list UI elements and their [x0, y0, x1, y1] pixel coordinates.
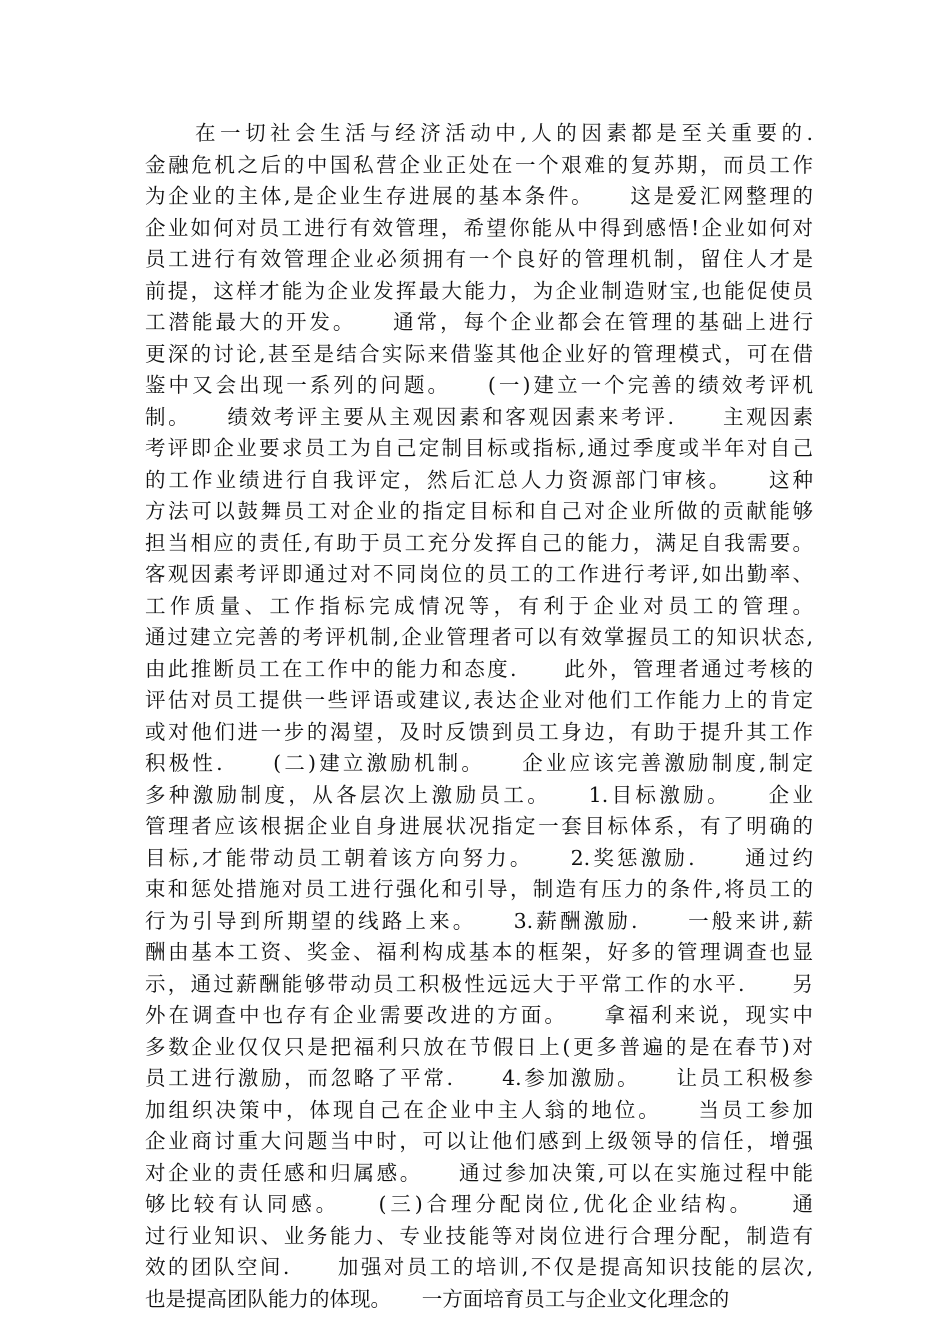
- text-line-30: 多数企业仅仅只是把福利只放在节假日上(更多普遍的是在春节)对: [145, 1034, 813, 1059]
- text-line-28: 示，通过薪酬能够带动员工积极性远远大于平常工作的水平. 另: [145, 971, 813, 996]
- text-line-21: 积极性. (二)建立激励机制。 企业应该完善激励制度,制定: [145, 751, 813, 775]
- text-line-14: 担当相应的责任,有助于员工充分发挥自己的能力，满足自我需要。: [145, 530, 813, 555]
- text-line-16: 工作质量、工作指标完成情况等，有利于企业对员工的管理。: [145, 593, 813, 618]
- text-line-9: 鉴中又会出现一系列的问题。 (一)建立一个完善的绩效考评机: [145, 373, 813, 397]
- text-line-17: 通过建立完善的考评机制,企业管理者可以有效掌握员工的知识状态,: [145, 625, 813, 649]
- text-line-27: 酬由基本工资、奖金、福利构成基本的框架，好多的管理调查也显: [145, 940, 813, 964]
- text-line-11: 考评即企业要求员工为自己定制目标或指标,通过季度或半年对自己: [145, 436, 813, 460]
- text-line-31: 员工进行激励，而忽略了平常. 4.参加激励。 让员工积极参: [145, 1066, 813, 1090]
- text-line-3: 为企业的主体,是企业生存进展的基本条件。 这是爱汇网整理的: [145, 184, 813, 208]
- text-line-36: 过行业知识、业务能力、专业技能等对岗位进行合理分配，制造有: [145, 1223, 813, 1248]
- text-line-2: 金融危机之后的中国私营企业正处在一个艰难的复苏期，而员工作: [145, 152, 813, 177]
- text-line-22: 多种激励制度，从各层次上激励员工。 1.目标激励。 企业: [145, 782, 813, 807]
- text-line-7: 工潜能最大的开发。 通常，每个企业都会在管理的基础上进行: [145, 310, 813, 334]
- text-line-4: 企业如何对员工进行有效管理，希望你能从中得到感悟!企业如何对: [145, 215, 813, 240]
- text-line-23: 管理者应该根据企业自身进展状况指定一套目标体系，有了明确的: [145, 814, 813, 838]
- text-line-18: 由此推断员工在工作中的能力和态度. 此外，管理者通过考核的: [145, 656, 813, 681]
- text-line-24: 目标,才能带动员工朝着该方向努力。 2.奖惩激励. 通过约: [145, 845, 813, 870]
- text-line-32: 加组织决策中，体现自己在企业中主人翁的地位。 当员工参加: [145, 1097, 813, 1122]
- text-line-29: 外在调查中也存有企业需要改进的方面。 拿福利来说，现实中: [145, 1003, 813, 1027]
- text-line-1: 在一切社会生活与经济活动中,人的因素都是至关重要的.: [145, 121, 813, 145]
- text-line-12: 的工作业绩进行自我评定，然后汇总人力资源部门审核。 这种: [145, 467, 813, 492]
- text-line-37: 效的团队空间. 加强对员工的培训,不仅是提高知识技能的层次,: [145, 1255, 813, 1279]
- text-line-35: 够比较有认同感。 (三)合理分配岗位,优化企业结构。 通: [145, 1192, 813, 1216]
- text-line-6: 前提，这样才能为企业发挥最大能力，为企业制造财宝,也能促使员: [145, 278, 813, 303]
- text-line-13: 方法可以鼓舞员工对企业的指定目标和自己对企业所做的贡献能够: [145, 499, 813, 523]
- text-line-19: 评估对员工提供一些评语或建议,表达企业对他们工作能力上的肯定: [145, 688, 813, 712]
- text-line-38: 也是提高团队能力的体现。 一方面培育员工与企业文化理念的: [145, 1286, 730, 1311]
- text-line-8: 更深的讨论,甚至是结合实际来借鉴其他企业好的管理模式，可在借: [145, 341, 813, 366]
- text-line-34: 对企业的责任感和归属感。 通过参加决策,可以在实施过程中能: [145, 1160, 813, 1185]
- text-line-15: 客观因素考评即通过对不同岗位的员工的工作进行考评,如出勤率、: [145, 562, 813, 586]
- text-line-33: 企业商讨重大问题当中时，可以让他们感到上级领导的信任，增强: [145, 1129, 813, 1153]
- text-line-26: 行为引导到所期望的线路上来。 3.薪酬激励. 一般来讲,薪: [145, 908, 813, 933]
- text-line-25: 束和惩处措施对员工进行强化和引导，制造有压力的条件,将员工的: [145, 877, 813, 901]
- text-line-10: 制。 绩效考评主要从主观因素和客观因素来考评. 主观因素: [145, 404, 813, 429]
- body-text: [145, 118, 813, 1315]
- text-line-20: 或对他们进一步的渴望，及时反馈到员工身边，有助于提升其工作: [145, 719, 813, 744]
- text-line-5: 员工进行有效管理企业必须拥有一个良好的管理机制，留住人才是: [145, 247, 813, 271]
